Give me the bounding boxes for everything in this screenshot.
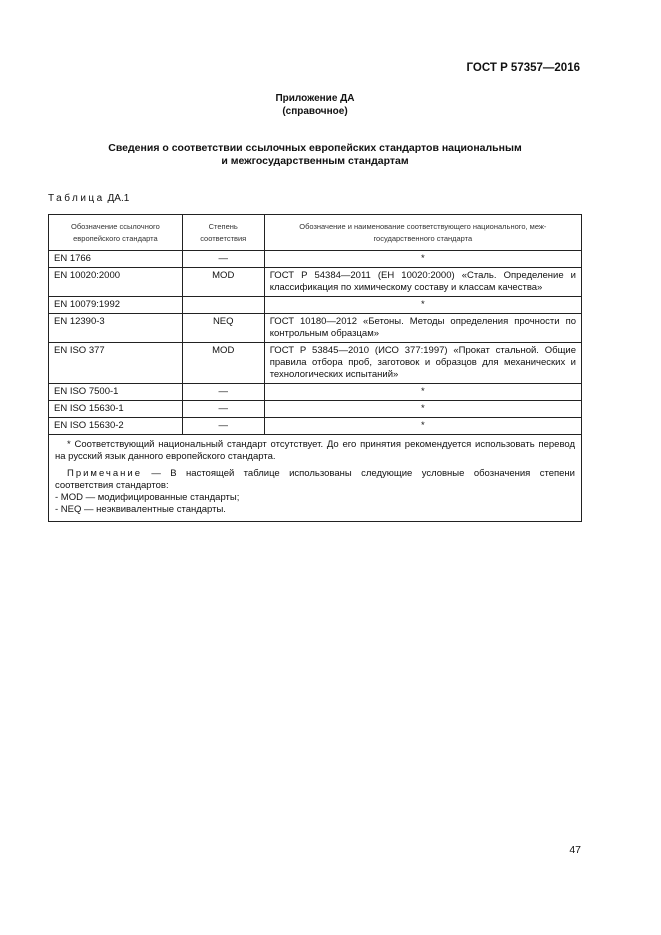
table-row <box>49 314 582 343</box>
cell-national-standard: * <box>264 418 581 435</box>
cell-european-standard: EN 1766 <box>49 251 183 268</box>
cell-degree: — <box>182 418 264 435</box>
cell-degree: — <box>182 384 264 401</box>
cell-european-standard: EN 10079:1992 <box>49 297 183 314</box>
table-notes-row <box>49 435 582 522</box>
cell-national-standard: * <box>264 251 581 268</box>
section-title <box>0 142 630 168</box>
note-label: Примечание <box>67 468 142 479</box>
cell-european-standard: EN 12390-3 <box>49 314 183 343</box>
cell-degree: NEQ <box>182 314 264 343</box>
column-header-degree: Степень соответствия <box>182 215 264 251</box>
table-row <box>49 401 582 418</box>
cell-national-standard: * <box>264 401 581 418</box>
cell-european-standard: EN ISO 15630-1 <box>49 401 183 418</box>
section-title-line-2: и межгосударственным стандартам <box>221 155 409 167</box>
cell-national-standard: ГОСТ Р 54384—2011 (ЕН 10020:2000) «Сталь. Определение и классификация по химическому составу и классам качества» <box>264 268 581 297</box>
appendix-heading <box>0 92 630 118</box>
page-number: 47 <box>569 844 581 856</box>
cell-degree: MOD <box>182 343 264 384</box>
cell-european-standard: EN ISO 377 <box>49 343 183 384</box>
note-item: - MOD — модифицированные стандарты; <box>55 492 240 503</box>
cell-national-standard: * <box>264 297 581 314</box>
cell-european-standard: EN 10020:2000 <box>49 268 183 297</box>
appendix-subtitle: (справочное) <box>282 106 348 117</box>
cell-degree: MOD <box>182 268 264 297</box>
cell-european-standard: EN ISO 7500-1 <box>49 384 183 401</box>
column-header-national-standard: Обозначение и наименование соответствующего национального, меж-государственного стандарта <box>264 215 581 251</box>
cell-national-standard: ГОСТ Р 53845—2010 (ИСО 377:1997) «Прокат стальной. Общие правила отбора проб, заготовок и образцов для механических и технологических испытаний» <box>264 343 581 384</box>
cell-national-standard: * <box>264 384 581 401</box>
cell-degree: — <box>182 401 264 418</box>
document-code: ГОСТ Р 57357—2016 <box>466 62 580 74</box>
cell-degree: — <box>182 251 264 268</box>
table-header-row <box>49 215 582 251</box>
cell-european-standard: EN ISO 15630-2 <box>49 418 183 435</box>
table-label-word: Таблица <box>48 193 105 204</box>
table-row <box>49 268 582 297</box>
cell-degree <box>182 297 264 314</box>
column-header-european-standard: Обозначение ссылочного европейского стандарта <box>49 215 183 251</box>
table-label-number: ДА.1 <box>104 193 130 204</box>
table-row <box>49 384 582 401</box>
table-row <box>49 418 582 435</box>
table-row <box>49 297 582 314</box>
table-label <box>48 193 129 204</box>
note-item: - NEQ — неэквивалентные стандарты. <box>55 504 226 515</box>
standards-table <box>48 214 582 522</box>
table-row <box>49 251 582 268</box>
note-text: — В настоящей таблице использованы следующие условные обозначения степени соответствия стандартов: <box>55 468 575 491</box>
table-row <box>49 343 582 384</box>
table-note <box>55 468 575 492</box>
appendix-title: Приложение ДА <box>275 93 355 104</box>
section-title-line-1: Сведения о соответствии ссылочных европейских стандартов национальным <box>108 142 522 154</box>
table-notes <box>49 435 582 522</box>
cell-national-standard: ГОСТ 10180—2012 «Бетоны. Методы определения прочности по контрольным образцам» <box>264 314 581 343</box>
table-footnote: * Соответствующий национальный стандарт отсутствует. До его принятия рекомендуется использовать перевод на русский язык данного европейского стандарта. <box>55 439 575 462</box>
